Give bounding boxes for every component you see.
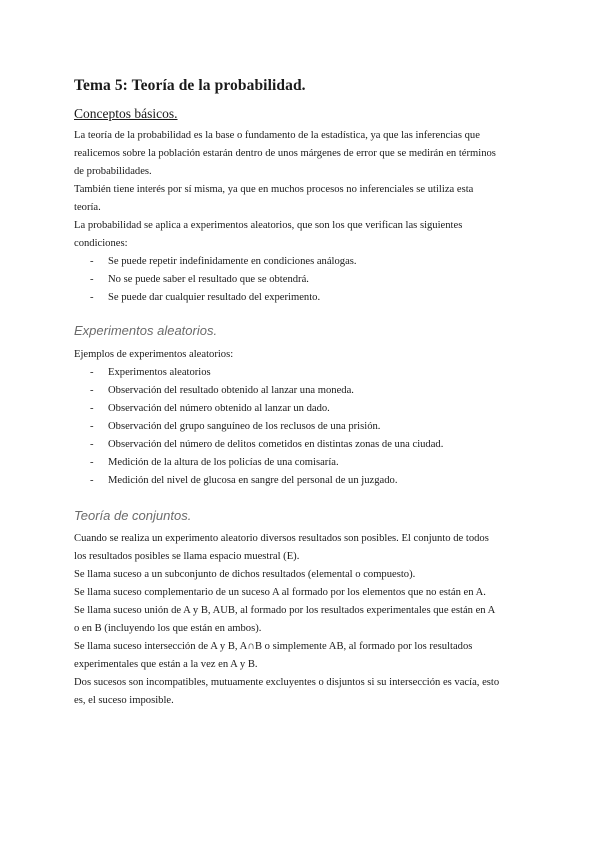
page-title: Tema 5: Teoría de la probabilidad. [74,77,306,94]
paragraph-line: La probabilidad se aplica a experimentos aleatorios, que son los que verifican las siguientes [74,220,463,231]
list-item: - Observación del resultado obtenido al lanzar una moneda. [74,382,534,400]
examples-list [74,364,534,490]
paragraph-line: los resultados posibles se llama espacio muestral (E). [74,551,300,562]
section-heading-experimentos: Experimentos aleatorios. [74,323,218,338]
section-experimentos-body [74,346,534,490]
conditions-list [74,253,534,307]
paragraph-line: experimentales que están a la vez en A y B. [74,659,258,670]
paragraph-line: Se llama suceso a un subconjunto de dichos resultados (elemental o compuesto). [74,569,416,580]
section-conjuntos-body [74,530,534,710]
list-item: - Se puede repetir indefinidamente en condiciones análogas. [74,253,534,271]
list-item: - No se puede saber el resultado que se obtendrá. [74,271,534,289]
paragraph-line: condiciones: [74,238,128,249]
paragraph-line: También tiene interés por sí misma, ya que en muchos procesos no inferenciales se utiliza esta [74,184,474,195]
paragraph-line: Se llama suceso complementario de un suceso A al formado por los elementos que no están en A. [74,587,486,598]
paragraph-line: Cuando se realiza un experimento aleatorio diversos resultados son posibles. El conjunto de todos [74,533,489,544]
list-item: - Se puede dar cualquier resultado del experimento. [74,289,534,307]
paragraph-line: La teoría de la probabilidad es la base o fundamento de la estadística, ya que las inferencias que [74,130,480,141]
list-item: - Experimentos aleatorios [74,364,534,382]
list-item: - Observación del grupo sanguíneo de los reclusos de una prisión. [74,418,534,436]
list-item: - Observación del número obtenido al lanzar un dado. [74,400,534,418]
paragraph-line: Ejemplos de experimentos aleatorios: [74,349,234,360]
paragraph-line: es, el suceso imposible. [74,695,174,706]
list-item: - Medición de la altura de los policías de una comisaría. [74,454,534,472]
paragraph-line: de probabilidades. [74,166,152,177]
section-heading-conceptos: Conceptos básicos. [74,106,178,121]
section-heading-conjuntos: Teoría de conjuntos. [74,508,192,523]
paragraph-line: Dos sucesos son incompatibles, mutuamente excluyentes o disjuntos si su intersección es vacía, esto [74,677,500,688]
paragraph-line: Se llama suceso intersección de A y B, A∩B o simplemente AB, al formado por los resultados [74,641,473,652]
paragraph-line: o en B (incluyendo los que están en ambos). [74,623,262,634]
list-item: - Medición del nivel de glucosa en sangre del personal de un juzgado. [74,472,534,490]
paragraph-line: Se llama suceso unión de A y B, AUB, al formado por los resultados experimentales que están en A [74,605,496,616]
paragraph-line: teoría. [74,202,101,213]
paragraph-line: realicemos sobre la población estarán dentro de unos márgenes de error que se medirán en términos [74,148,496,159]
section-conceptos-body [74,127,534,307]
list-item: - Observación del número de delitos cometidos en distintas zonas de una ciudad. [74,436,534,454]
